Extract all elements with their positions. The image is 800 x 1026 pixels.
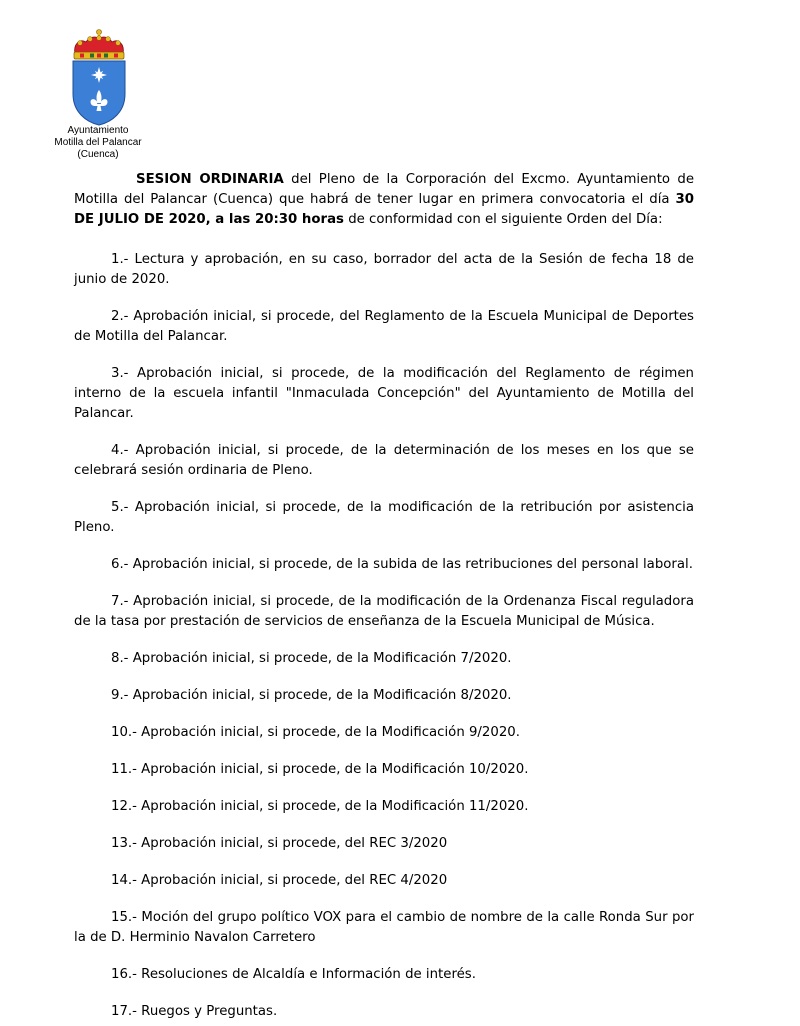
agenda-item-17: 17.- Ruegos y Preguntas. xyxy=(111,1004,278,1019)
session-date: 30 DE JULIO DE 2020, a las 20:30 horas xyxy=(74,192,694,227)
shield-icon xyxy=(73,61,125,125)
agenda-item-1: 1.- Lectura y aprobación, en su caso, borrador del acta de la Sesión de fecha 18 de junio de 2020. xyxy=(74,252,694,287)
intro-paragraph xyxy=(74,170,694,230)
agenda-item-6: 6.- Aprobación inicial, si procede, de la subida de las retribuciones del personal laboral. xyxy=(111,557,693,572)
caption-line-3: (Cuenca) xyxy=(77,149,119,160)
agenda-item-7: 7.- Aprobación inicial, si procede, de la modificación de la Ordenanza Fiscal reguladora de la tasa por prestación de servicios de enseñanza de la Escuela Municipal de Música. xyxy=(74,594,694,629)
agenda-item-5: 5.- Aprobación inicial, si procede, de la modificación de la retribución por asistencia Pleno. xyxy=(74,500,694,535)
municipal-coat-of-arms-icon xyxy=(66,28,132,128)
agenda-item-2: 2.- Aprobación inicial, si procede, del Reglamento de la Escuela Municipal de Deportes de Motilla del Palancar. xyxy=(74,309,694,344)
agenda-item-12: 12.- Aprobación inicial, si procede, de la Modificación 11/2020. xyxy=(111,799,529,814)
crown-icon xyxy=(74,30,124,60)
agenda-item-8: 8.- Aprobación inicial, si procede, de la Modificación 7/2020. xyxy=(111,651,512,666)
agenda-item-10: 10.- Aprobación inicial, si procede, de la Modificación 9/2020. xyxy=(111,725,520,740)
session-type: SESION ORDINARIA xyxy=(136,172,284,187)
agenda-item-13: 13.- Aprobación inicial, si procede, del REC 3/2020 xyxy=(111,836,448,851)
municipality-caption xyxy=(38,125,158,161)
agenda-list xyxy=(74,250,694,1022)
intro-text-1: del Pleno de la Corporación del Excmo. Ayuntamiento de Motilla del Palancar (Cuenca) que habrá de tener lugar en primera convocatoria el día xyxy=(74,172,695,207)
agenda-item-4: 4.- Aprobación inicial, si procede, de la determinación de los meses en los que se celebrará sesión ordinaria de Pleno. xyxy=(74,443,694,478)
agenda-item-9: 9.- Aprobación inicial, si procede, de la Modificación 8/2020. xyxy=(111,688,512,703)
caption-line-1: Ayuntamiento xyxy=(67,125,129,136)
agenda-item-3: 3.- Aprobación inicial, si procede, de la modificación del Reglamento de régimen interno de la escuela infantil "Inmaculada Concepción" del Ayuntamiento de Motilla del Palancar. xyxy=(74,366,694,421)
document-body xyxy=(74,170,694,1022)
agenda-item-14: 14.- Aprobación inicial, si procede, del REC 4/2020 xyxy=(111,873,448,888)
agenda-item-15: 15.- Moción del grupo político VOX para el cambio de nombre de la calle Ronda Sur por la de D. Herminio Navalon Carretero xyxy=(74,910,694,945)
intro-text-2: de conformidad con el siguiente Orden del Día: xyxy=(343,212,663,227)
agenda-item-11: 11.- Aprobación inicial, si procede, de la Modificación 10/2020. xyxy=(111,762,529,777)
agenda-item-16: 16.- Resoluciones de Alcaldía e Información de interés. xyxy=(111,967,476,982)
caption-line-2: Motilla del Palancar xyxy=(54,137,142,148)
